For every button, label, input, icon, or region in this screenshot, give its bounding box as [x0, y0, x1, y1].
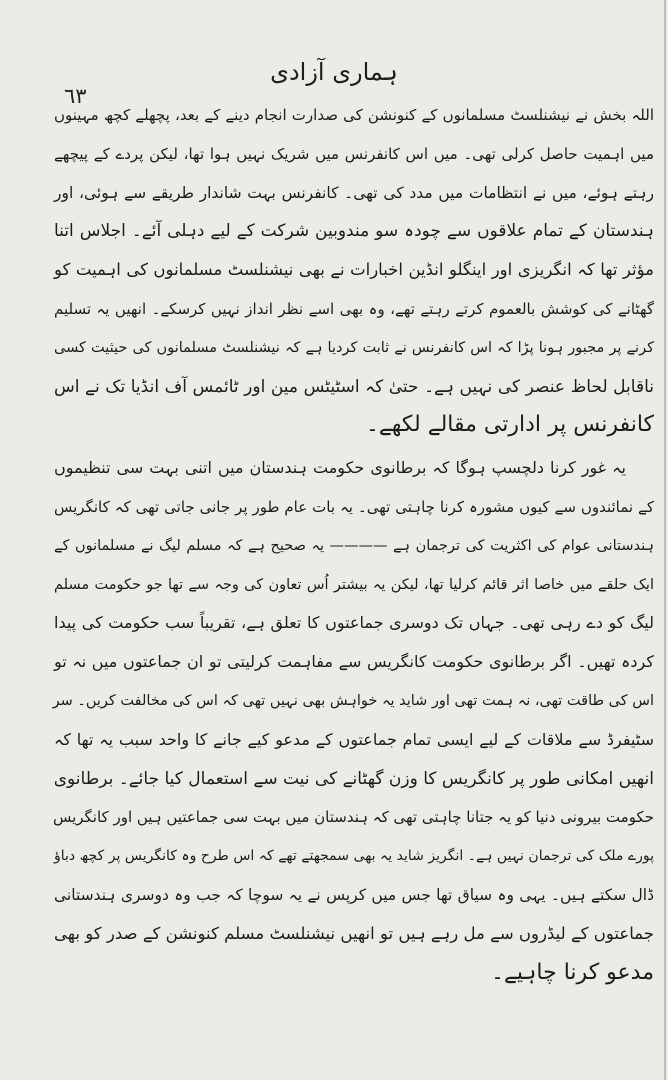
text-line: انھیں امکانی طور پر کانگریس کا وزن گھٹانے کی نیت سے استعمال کیا جائے۔ برطانوی — [53, 768, 654, 789]
text-line: ایک حلقے میں خاصا اثر قائم کرلیا تھا، لیکن یہ بیشتر اُس تعاون کی وجہ سے تھا جو حکومت مسلم — [54, 576, 654, 593]
text-line: اللہ بخش نے نیشنلسٹ مسلمانوں کے کنونشن کی صدارت انجام دینے کے بعد، پچھلے کچھ مہینوں — [54, 106, 654, 124]
text-line: مدعو کرنا چاہیے۔ — [491, 959, 654, 985]
running-head: ہماری آزادی — [270, 58, 398, 86]
text-line: ہندستانی عوام کی اکثریت کی ترجمان ہے ———— یہ صحیح ہے کہ مسلم لیگ نے مسلمانوں کے — [54, 537, 654, 554]
text-line: کردہ تھیں۔ اگر برطانوی حکومت کانگریس سے مفاہمت کرلیتی تو ان جماعتوں میں نہ تو — [54, 652, 654, 672]
text-line: ہندستان کے تمام علاقوں سے چودہ سو مندوبین شرکت کے لیے دہلی آئے۔ اجلاس اتنا — [54, 221, 654, 242]
page-edge — [664, 0, 666, 1080]
text-line: اس کی طاقت تھی، نہ ہمت تھی اور شاید یہ خواہش بھی نہیں تھی کہ اس کی مخالفت کریں۔ سر — [52, 692, 654, 709]
paragraph-2 — [54, 449, 654, 992]
text-line: گھٹانے کی کوشش بالعموم کرتے رہتے تھے، وہ بھی اسے نظر انداز نہیں کرسکے۔ انھیں یہ تسلیم — [54, 299, 654, 318]
text-line: لیگ کو دے رہی تھی۔ جہاں تک دوسری جماعتوں کا تعلق ہے، تقریباً سب حکومت کی پیدا — [54, 613, 654, 633]
body-text — [54, 96, 654, 992]
text-line: جماعتوں کے لیڈروں سے مل رہے ہیں تو انھیں نیشنلسٹ مسلم کنونشن کے صدر کو بھی — [54, 923, 654, 943]
paragraph-1 — [54, 96, 654, 445]
text-line: کرنے پر مجبور ہونا پڑا کہ اس کانفرنس نے ثابت کردیا ہے کہ نیشنلسٹ مسلمانوں کی حیثیت کسی — [54, 339, 654, 356]
text-line: حکومت بیرونی دنیا کو یہ جتانا چاہتی تھی کہ ہندستان میں بہت سی جماعتیں ہیں اور کانگریس — [52, 808, 654, 827]
text-line: سٹیفرڈ سے ملاقات کے لیے ایسی تمام جماعتوں کے مدعو کیے جانے کا واحد سبب یہ تھا کہ — [54, 729, 654, 749]
text-line: میں اہمیت حاصل کرلی تھی۔ میں اس کانفرنس میں شریک نہیں ہوا تھا، لیکن پردے کے پیچھے — [54, 144, 654, 163]
text-line: یہ غور کرنا دلچسپ ہوگا کہ برطانوی حکومت ہندستان میں اتنی بہت سی تنظیموں — [54, 458, 626, 478]
text-line: مؤثر تھا کہ انگریزی اور اینگلو انڈین اخبارات نے بھی نیشنلسٹ مسلمانوں کی اہمیت کو — [54, 260, 654, 280]
text-line: ناقابل لحاظ عنصر کی نہیں ہے۔ حتیٰ کہ اسٹیٹس مین اور ٹائمس آف انڈیا تک نے اس — [54, 376, 654, 397]
text-line: کانفرنس پر ادارتی مقالے لکھے۔ — [365, 412, 654, 438]
text-line: ڈال سکتے ہیں۔ یہی وہ سیاق تھا جس میں کرپس نے یہ سوچا کہ جب وہ دوسری ہندستانی — [54, 885, 654, 904]
text-line: رہتے ہوئے، میں نے انتظامات میں مدد کی تھی۔ کانفرنس بہت شاندار طریقے سے ہوئی، اور — [54, 183, 654, 202]
text-line: کے نمائندوں سے کیوں مشورہ کرنا چاہتی تھی۔ یہ بات عام طور پر جانی جاتی تھی کہ کانگریس — [54, 497, 654, 516]
page-number: ٦٣ — [64, 84, 87, 108]
text-line: پورے ملک کی ترجمان نہیں ہے۔ انگریز شاید یہ بھی سمجھتے تھے کہ اس طرح وہ کانگریس پر کچھ دباؤ — [54, 848, 654, 865]
